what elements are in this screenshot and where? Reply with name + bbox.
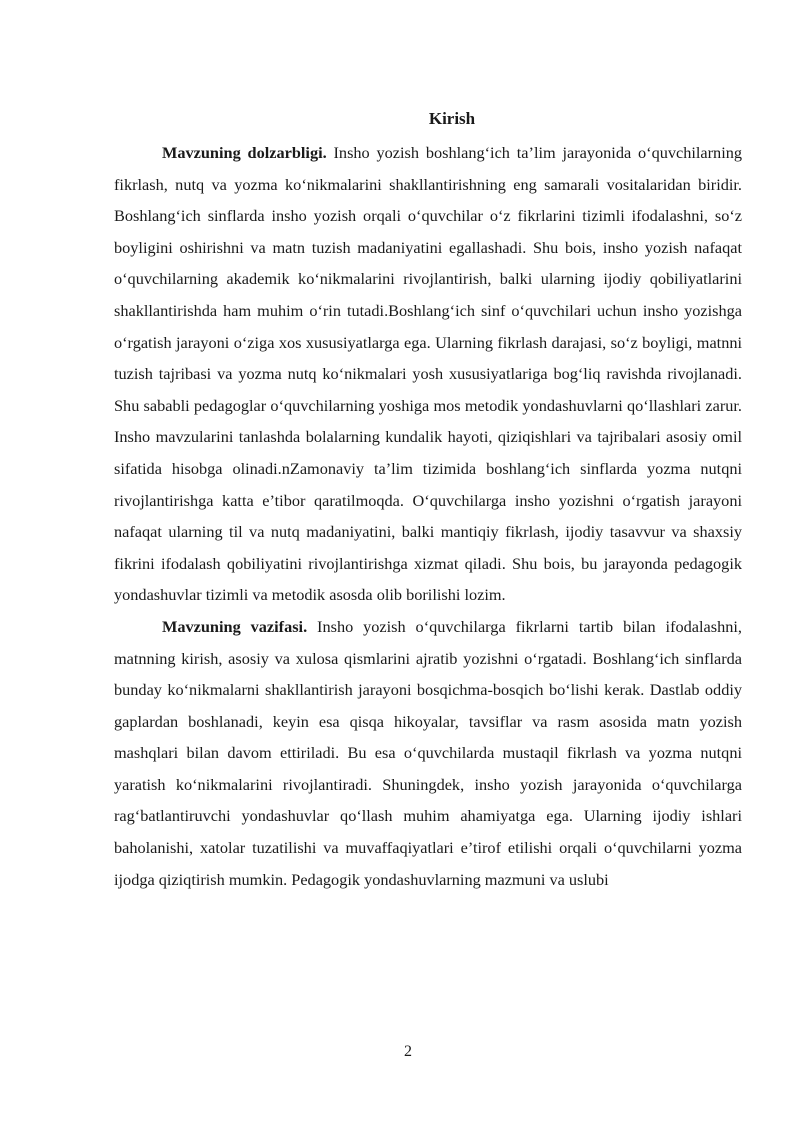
relevance-text: Insho yozish boshlang‘ich ta’lim jarayonida o‘quvchilarning fikrlash, nutq va yozma ko‘nikmalarini shakllantirishning eng samarali vositalaridan biridir. Boshlang‘ich sinflarda insho yozish orqali o‘quvchilar o‘z fikrlarini tizimli ifodalashni, so‘z boyligini oshirishni va matn tuzish madaniyatini egallashadi. Shu bois, insho yozish nafaqat o‘quvchilarning akademik ko‘nikmalarini rivojlantirish, balki ularning ijodiy qobiliyatlarini shakllantirishda ham muhim o‘rin tutadi.Boshlang‘ich sinf o‘quvchilari uchun insho yozishga o‘rgatish jarayoni o‘ziga xos xususiyatlarga ega. Ularning fikrlash darajasi, so‘z boyligi, matnni tuzish tajribasi va yozma nutq ko‘nikmalari yosh xususiyatlariga bog‘liq ravishda rivojlanadi. Shu sababli pedagoglar o‘quvchilarning yoshiga mos metodik yondashuvlarni qo‘llashlari zarur. Insho mavzularini tanlashda bolalarning kundalik hayoti, qiziqishlari va tajribalari asosiy omil sifatida hisobga olinadi.nZamonaviy ta’lim tizimida boshlang‘ich sinflarda yozma nutqni rivojlantirishga katta e’tibor qaratilmoqda. O‘quvchilarga insho yozishni o‘rgatish jarayoni nafaqat ularning til va nutq madaniyatini, balki mantiqiy fikrlash, ijodiy tasavvur va shaxsiy fikrini ifodalash qobiliyatini rivojlantirishga xizmat qiladi. Shu bois, bu jarayonda pedagogik yondashuvlar tizimli va metodik asosda olib borilishi lozim. — [114, 143, 742, 605]
page-number: 2 — [404, 1043, 412, 1060]
relevance-label: Mavzuning dolzarbligi. — [162, 143, 327, 162]
document-page — [114, 107, 742, 895]
task-label: Mavzuning vazifasi. — [162, 616, 308, 636]
relevance-paragraph — [114, 137, 742, 611]
task-text: Insho yozish o‘quvchilarga fikrlarni tartib bilan ifodalashni, matnning kirish, asosiy va xulosa qismlarini ajratib yozishni o‘rgatadi. Boshlang‘ich sinflarda bunday ko‘nikmalarni shakllantirish jarayoni bosqichma-bosqich bo‘lishi kerak. Dastlab oddiy gaplardan boshlanadi, keyin esa qisqa hikoyalar, tavsiflar va rasm asosida matn yozish mashqlari bilan davom ettiriladi. Bu esa o‘quvchilarda mustaqil fikrlash va yozma nutqni yaratish ko‘nikmalarini rivojlantiradi. Shuningdek, insho yozish jarayonida o‘quvchilarga rag‘batlantiruvchi yondashuvlar qo‘llash muhim ahamiyatga ega. Ularning ijodiy ishlari baholanishi, xatolar tuzatilishi va muvaffaqiyatlari e’tirof etilishi orqali o‘quvchilarni yozma ijodga qiziqtirish mumkin. Pedagogik yondashuvlarning mazmuni va uslubi — [114, 616, 742, 889]
task-paragraph — [114, 611, 742, 895]
document-heading: Kirish — [428, 109, 476, 128]
